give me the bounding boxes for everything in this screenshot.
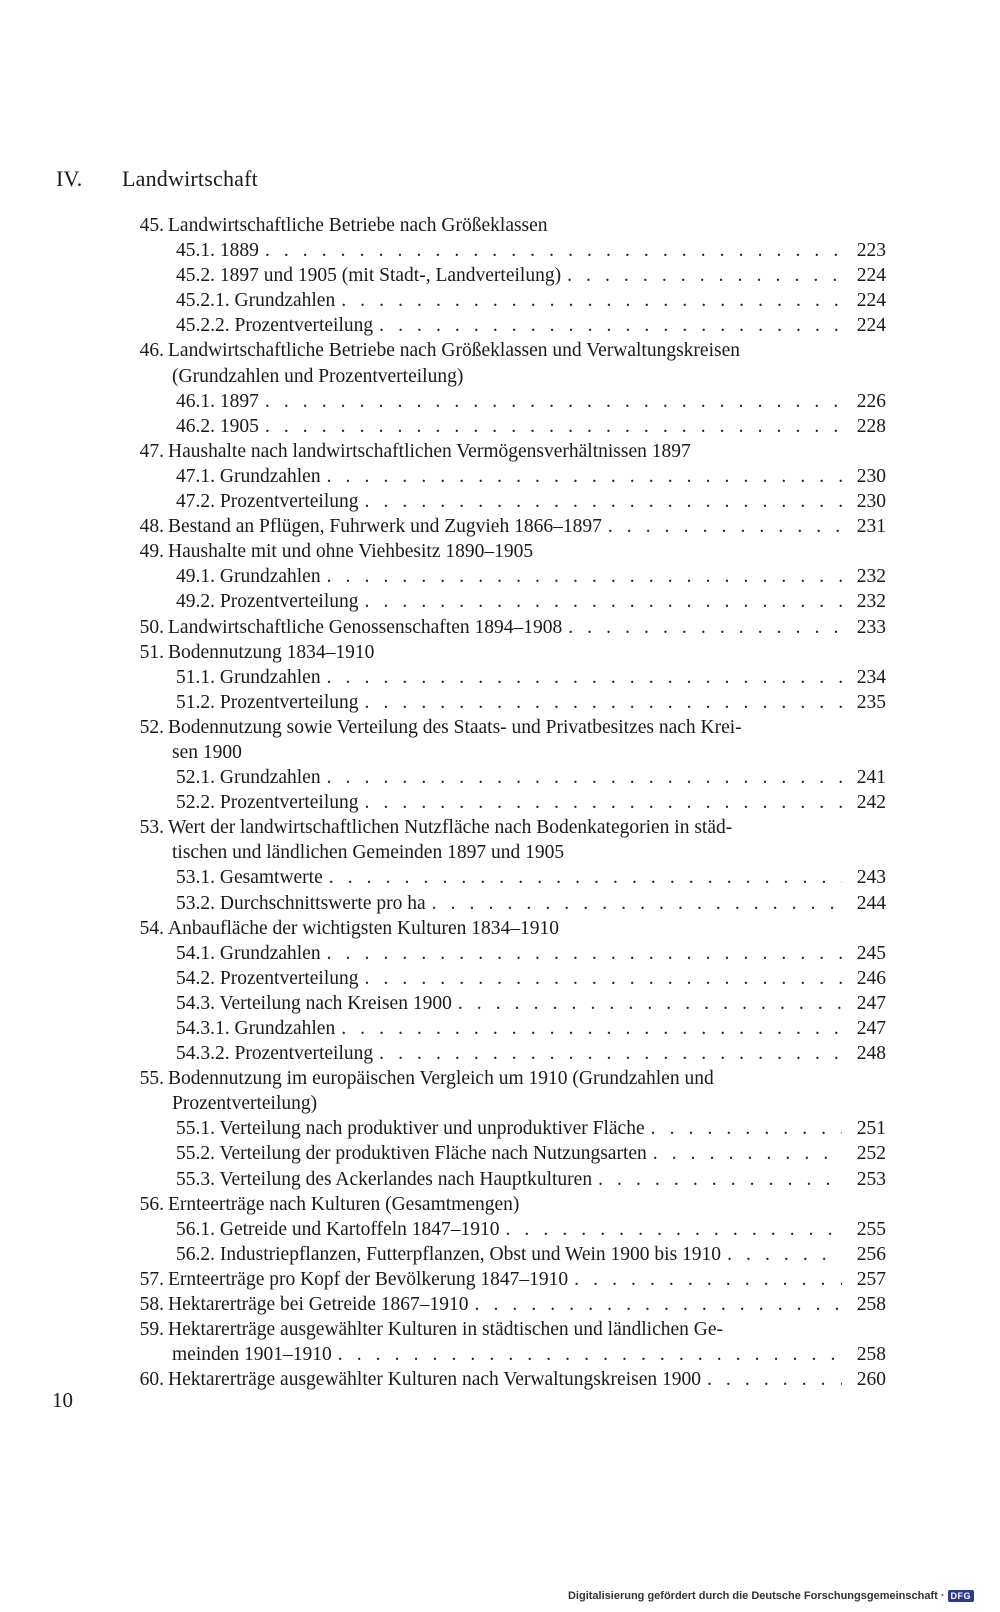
toc-entry: [130, 464, 886, 489]
toc-entry-number: 58.: [139, 1294, 164, 1316]
toc-entry-title: sen 1900: [172, 741, 242, 763]
toc-entry: [130, 740, 886, 765]
dot-leader: [458, 991, 842, 1016]
section-number: IV.: [56, 166, 83, 191]
toc-entry-title: Wert der landwirtschaftlichen Nutzfläche nach Bodenkategorien in städ-: [168, 817, 733, 839]
toc-entry-title: Haushalte mit und ohne Viehbesitz 1890–1905: [168, 541, 534, 563]
toc-entry: [130, 1267, 886, 1292]
toc-entry-title: 47.1. Grundzahlen: [176, 465, 321, 487]
section-title: Landwirtschaft: [122, 166, 258, 191]
toc-entry-title: Ernteerträge pro Kopf der Bevölkerung 1847–1910: [168, 1268, 569, 1290]
toc-entry-page: 253: [856, 1168, 886, 1190]
toc-entry: [130, 238, 886, 263]
toc-entry: [130, 1367, 886, 1392]
toc-entry-title: 51.1. Grundzahlen: [176, 666, 321, 688]
dot-leader: [365, 690, 843, 715]
dot-leader: [379, 1041, 842, 1066]
toc-entry-page: 257: [856, 1268, 886, 1290]
toc-entry: [130, 615, 886, 640]
toc-entry: [130, 891, 886, 916]
toc-entry: [130, 1167, 886, 1192]
toc-entry-page: 230: [856, 465, 886, 487]
dot-leader: [598, 1167, 842, 1192]
toc-entry-title: 54.3. Verteilung nach Kreisen 1900: [176, 992, 452, 1014]
toc-entry-page: 224: [856, 265, 886, 287]
toc-entry: [130, 1217, 886, 1242]
toc-entry-number: 60.: [139, 1369, 164, 1391]
toc-entry-page: 252: [856, 1143, 886, 1165]
toc-entry: [130, 263, 886, 288]
toc-entry: [130, 815, 886, 840]
toc-entry-page: 232: [856, 566, 886, 588]
toc-entry-title: Haushalte nach landwirtschaftlichen Vermögensverhältnissen 1897: [168, 440, 691, 462]
toc-entry: [130, 1342, 886, 1367]
toc-entry-page: 241: [856, 767, 886, 789]
toc-entry-title: Landwirtschaftliche Betriebe nach Größeklassen: [168, 215, 548, 236]
toc-entry: [130, 966, 886, 991]
toc-entry: [130, 1292, 886, 1317]
digitization-footer: [568, 1590, 974, 1602]
toc-entry: [130, 338, 886, 363]
toc-entry-page: 247: [856, 1018, 886, 1039]
toc-entry: [130, 916, 886, 941]
toc-entry: [130, 991, 886, 1016]
toc-entry: [130, 514, 886, 539]
toc-entry-page: 224: [856, 290, 886, 312]
toc-entry-title: Hektarerträge ausgewählter Kulturen in städtischen und ländlichen Ge-: [168, 1319, 723, 1341]
toc-entry-title: 52.1. Grundzahlen: [176, 767, 321, 789]
toc-entry: [130, 1016, 886, 1041]
toc-entry-page: 235: [856, 691, 886, 713]
section-heading: [56, 166, 258, 192]
toc-entry-number: 51.: [139, 641, 164, 663]
toc-entry-title: 45.2. 1897 und 1905 (mit Stadt-, Landverteilung): [176, 265, 562, 287]
dot-leader: [379, 313, 842, 338]
dot-leader: [265, 389, 842, 414]
toc-entry-title: 55.1. Verteilung nach produktiver und unproduktiver Fläche: [176, 1118, 645, 1140]
dot-leader: [341, 288, 842, 313]
toc-entry: [130, 313, 886, 338]
toc-entry-title: Bestand an Pflügen, Fuhrwerk und Zugvieh 1866–1897: [168, 516, 602, 538]
dot-leader: [432, 891, 842, 916]
toc-entry: [130, 665, 886, 690]
dot-leader: [265, 414, 842, 439]
dot-leader: [327, 665, 842, 690]
toc-entry-title: 53.2. Durchschnittswerte pro ha: [176, 892, 426, 914]
toc-entry-title: Prozentverteilung): [172, 1093, 318, 1115]
footer-text: Digitalisierung gefördert durch die Deutsche Forschungsgemeinschaft ·: [567, 1590, 945, 1602]
toc-entry: [130, 589, 886, 614]
toc-entry: [130, 539, 886, 564]
toc-entry-title: 49.2. Prozentverteilung: [176, 591, 359, 613]
dot-leader: [365, 489, 843, 514]
toc-entry-title: 46.1. 1897: [176, 390, 259, 412]
toc-entry-number: 45.: [139, 215, 164, 236]
dot-leader: [653, 1141, 842, 1166]
toc-entry-title: Landwirtschaftliche Betriebe nach Größeklassen und Verwaltungskreisen: [168, 340, 740, 362]
toc-entry-title: 54.1. Grundzahlen: [176, 942, 321, 964]
toc-entry: [130, 1317, 886, 1342]
toc-entry-title: 47.2. Prozentverteilung: [176, 491, 359, 513]
toc-entry-title: Ernteerträge nach Kulturen (Gesamtmengen): [168, 1193, 520, 1215]
toc-entry-page: 246: [856, 967, 886, 989]
toc-entry-page: 258: [856, 1294, 886, 1316]
toc-entry: [130, 640, 886, 665]
toc-entry-number: 54.: [139, 917, 164, 939]
toc-entry: [130, 865, 886, 890]
toc-entry: [130, 1041, 886, 1066]
toc-entry: [130, 213, 886, 238]
dot-leader: [707, 1367, 842, 1392]
toc-entry-page: 248: [856, 1043, 886, 1065]
toc-entry-page: 231: [856, 516, 886, 538]
dot-leader: [567, 263, 842, 288]
toc-entry-title: 52.2. Prozentverteilung: [176, 792, 359, 814]
toc-entry-page: 224: [856, 315, 886, 337]
dot-leader: [568, 615, 842, 640]
toc-entry-title: 55.2. Verteilung der produktiven Fläche nach Nutzungsarten: [176, 1143, 647, 1165]
toc-entry-page: 256: [856, 1243, 886, 1265]
toc-entry: [130, 941, 886, 966]
toc-entry-title: Anbaufläche der wichtigsten Kulturen 1834–1910: [168, 917, 559, 939]
dfg-logo: DFG: [948, 1590, 975, 1602]
toc-entry-title: meinden 1901–1910: [172, 1344, 332, 1366]
toc-entry-page: 223: [856, 240, 886, 262]
page-number: 10: [52, 1388, 73, 1412]
toc-entry-page: 232: [856, 591, 886, 613]
dot-leader: [727, 1242, 842, 1267]
toc-entry-title: 55.3. Verteilung des Ackerlandes nach Hauptkulturen: [176, 1168, 593, 1190]
toc-entry-title: 45.2.1. Grundzahlen: [176, 290, 336, 312]
toc-entry-number: 56.: [139, 1193, 164, 1215]
toc-entry-number: 48.: [139, 516, 164, 538]
toc-entry: [130, 1091, 886, 1116]
toc-entry-page: 245: [856, 942, 886, 964]
toc-entry-page: 243: [856, 867, 886, 889]
toc-entry-number: 49.: [139, 541, 164, 563]
toc-entry: [130, 840, 886, 865]
dot-leader: [327, 941, 842, 966]
toc-entry-page: 255: [856, 1218, 886, 1240]
dot-leader: [329, 865, 842, 890]
toc-entry: [130, 489, 886, 514]
toc-entry-page: 242: [856, 792, 886, 814]
toc-entry-number: 52.: [139, 716, 164, 738]
dot-leader: [365, 790, 843, 815]
dot-leader: [608, 514, 842, 539]
toc-entry-number: 53.: [139, 817, 164, 839]
toc-entry-number: 47.: [139, 440, 164, 462]
toc-entry: [130, 1066, 886, 1091]
dot-leader: [365, 966, 843, 991]
dot-leader: [505, 1217, 842, 1242]
toc-entry: [130, 1141, 886, 1166]
toc-entry: [130, 690, 886, 715]
toc-entry-title: 46.2. 1905: [176, 415, 259, 437]
toc-entry: [130, 364, 886, 389]
toc-entry-page: 247: [856, 992, 886, 1014]
dot-leader: [327, 464, 842, 489]
toc-entry-title: Bodennutzung im europäischen Vergleich um 1910 (Grundzahlen und: [168, 1068, 714, 1090]
dot-leader: [341, 1016, 842, 1041]
toc-entry-title: Bodennutzung sowie Verteilung des Staats- und Privatbesitzes nach Krei-: [168, 716, 742, 738]
toc-entry-page: 233: [856, 616, 886, 638]
dot-leader: [365, 589, 843, 614]
toc-entry-number: 50.: [139, 616, 164, 638]
toc-entry: [130, 790, 886, 815]
toc-entry-title: tischen und ländlichen Gemeinden 1897 und 1905: [172, 842, 565, 864]
toc-entry-title: Hektarerträge bei Getreide 1867–1910: [168, 1294, 469, 1316]
toc-entry: [130, 414, 886, 439]
toc-entry-page: 258: [856, 1344, 886, 1366]
dot-leader: [338, 1342, 842, 1367]
toc-entry-title: 54.2. Prozentverteilung: [176, 967, 359, 989]
toc-entry-title: 54.3.1. Grundzahlen: [176, 1018, 336, 1039]
dot-leader: [327, 765, 842, 790]
toc-entry-page: 234: [856, 666, 886, 688]
toc-entry: [130, 765, 886, 790]
toc-entry-number: 57.: [139, 1268, 164, 1290]
toc-entry-title: 53.1. Gesamtwerte: [176, 867, 323, 889]
table-of-contents: [130, 213, 886, 1392]
toc-entry-page: 260: [856, 1369, 886, 1391]
toc-entry: [130, 1192, 886, 1217]
toc-entry: [130, 1116, 886, 1141]
toc-entry-title: 56.2. Industriepflanzen, Futterpflanzen, Obst und Wein 1900 bis 1910: [176, 1243, 722, 1265]
toc-entry: [130, 439, 886, 464]
dot-leader: [574, 1267, 842, 1292]
toc-entry-title: 49.1. Grundzahlen: [176, 566, 321, 588]
toc-entry: [130, 1242, 886, 1267]
dot-leader: [651, 1116, 842, 1141]
dot-leader: [327, 564, 842, 589]
toc-entry-number: 59.: [139, 1319, 164, 1341]
toc-entry-page: 244: [856, 892, 886, 914]
toc-entry-title: 56.1. Getreide und Kartoffeln 1847–1910: [176, 1218, 500, 1240]
toc-entry-page: 251: [856, 1118, 886, 1140]
toc-entry-title: Hektarerträge ausgewählter Kulturen nach Verwaltungskreisen 1900: [168, 1369, 701, 1391]
toc-entry-title: 45.1. 1889: [176, 240, 259, 262]
toc-entry-title: (Grundzahlen und Prozentverteilung): [172, 365, 464, 387]
toc-entry: [130, 715, 886, 740]
toc-entry-title: 54.3.2. Prozentverteilung: [176, 1043, 374, 1065]
toc-entry: [130, 564, 886, 589]
toc-entry-title: Landwirtschaftliche Genossenschaften 1894–1908: [168, 616, 563, 638]
toc-entry-page: 226: [856, 390, 886, 412]
dot-leader: [265, 238, 842, 263]
toc-entry-number: 46.: [139, 340, 164, 362]
dot-leader: [475, 1292, 843, 1317]
toc-entry-page: 230: [856, 491, 886, 513]
toc-entry-title: 45.2.2. Prozentverteilung: [176, 315, 374, 337]
toc-entry-title: 51.2. Prozentverteilung: [176, 691, 359, 713]
toc-entry: [130, 288, 886, 313]
toc-entry-number: 55.: [139, 1068, 164, 1090]
toc-entry: [130, 389, 886, 414]
toc-entry-title: Bodennutzung 1834–1910: [168, 641, 375, 663]
toc-entry-page: 228: [856, 415, 886, 437]
